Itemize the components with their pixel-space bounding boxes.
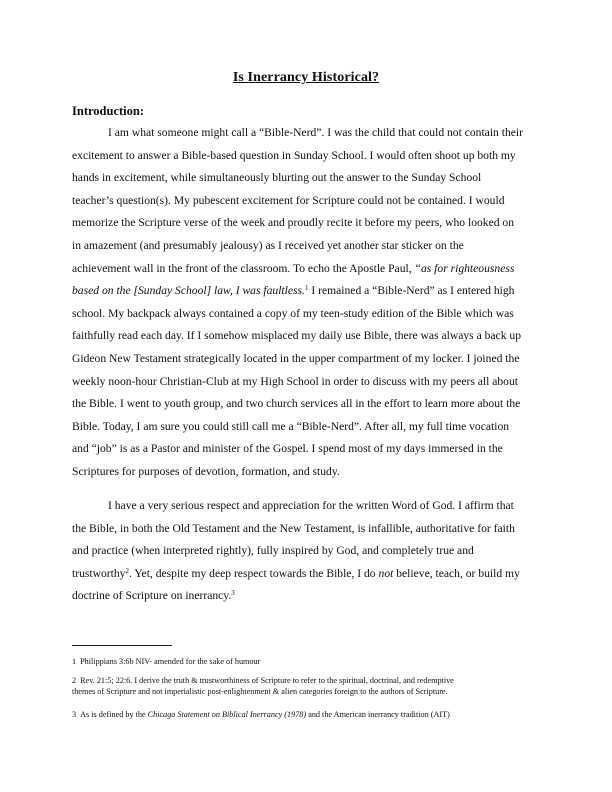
footnote-ref-3[interactable]: 3 [231,589,235,598]
text-segment: I remained a “Bible-Nerd” as I entered high [308,284,515,298]
footnote-2 [72,675,542,697]
emphasis-italic: not [378,566,394,580]
text-segment: . Yet, despite my deep respect towards the Bible, I do [128,566,379,580]
quote-italic: based on the [Sunday School] law, I was faultless. [72,284,305,298]
text-line: Bible. Today, I am sure you could still call me a “Bible-Nerd”. After all, my full time vocation [72,419,510,433]
paragraph-2 [72,495,540,608]
section-heading-introduction: Introduction: [72,104,145,118]
footnote-3 [72,709,542,720]
text-line: the Bible. I went to youth group, and two church services all in the effort to learn more about the [72,397,521,411]
text-line [72,563,540,586]
footnote-1 [72,656,542,667]
text-line: I have a very serious respect and appreciation for the written Word of God. I affirm that [108,499,514,512]
footnote-text: Rev. 21:5; 22:6. I derive the truth & trustworthiness of Scripture to refer to the spiritual, doctrinal, and redemptive [80,676,454,685]
footnote-marker: 1 [72,657,77,666]
text-line: teacher’s question(s). My pubescent excitement for Scripture could not be contained. I would [72,193,505,207]
text-line: weekly noon-hour Christian-Club at my High School in order to discuss with my peers all about [72,374,518,388]
quote-italic: “as for righteousness [414,261,515,275]
footnote-ref-1[interactable]: 1 [304,284,309,293]
text-line: and “job” is as a Pastor and minister of the Gospel. I spend most of my days immersed in the [72,442,503,456]
text-line [72,585,540,608]
footnote-ref-2[interactable]: 2 [125,566,129,575]
text-line: and practice (when interpreted rightly), fully inspired by God, and completely true and [72,544,474,558]
text-line: Gideon New Testament strategically located in the upper compartment of my locker. I joined the [72,351,520,365]
text-segment: doctrine of Scripture on inerrancy. [72,589,232,603]
text-line: in amazement (and presumably jealousy) as I received yet another star sticker on the [72,238,464,252]
footnote-title-italic: Chicago Statement on Biblical Inerrancy (1978) [147,710,307,719]
text-segment: believe, teach, or build my [393,566,520,580]
document-title: Is Inerrancy Historical? [232,70,380,85]
footnote-text: and the American inerrancy tradition (AIT) [306,710,450,719]
footnote-text: Philippians 3:6b NIV- amended for the sake of humour [80,657,261,666]
text-line: the Bible, in both the Old Testament and the New Testament, is infallible, authoritative for faith [72,521,515,535]
paragraph-1 [72,122,540,484]
text-segment: achievement wall in the front of the classroom. To echo the Apostle Paul, [72,261,415,275]
footnote-separator [72,645,172,646]
footnote-marker: 3 [72,710,77,719]
text-line: excitement to answer a Bible-based question in Sunday School. I would often shoot up both my [72,148,516,162]
footnote-marker: 2 [72,676,77,685]
text-line: school. My backpack always contained a copy of my teen-study edition of the Bible which was [72,306,514,320]
footnote-text: As is defined by the [80,710,148,719]
text-segment: trustworthy [72,566,126,580]
text-line: faithfully read each day. If I somehow misplaced my daily use Bible, there was always a back up [72,329,521,343]
text-line: memorize the Scripture verse of the week and proudly recite it before my peers, who looked on [72,216,515,230]
text-line: I am what someone might call a “Bible-Nerd”. I was the child that could not contain their [108,126,523,139]
text-line [72,258,540,281]
text-line [72,280,540,303]
text-line: hands in excitement, while simultaneously blurting out the answer to the Sunday School [72,171,482,185]
text-line: Scriptures for purposes of devotion, formation, and study. [72,464,340,478]
footnote-text: themes of Scripture and not imperialistic post-enlightenment & alien categories foreign to the authors of Scripture. [72,687,448,696]
